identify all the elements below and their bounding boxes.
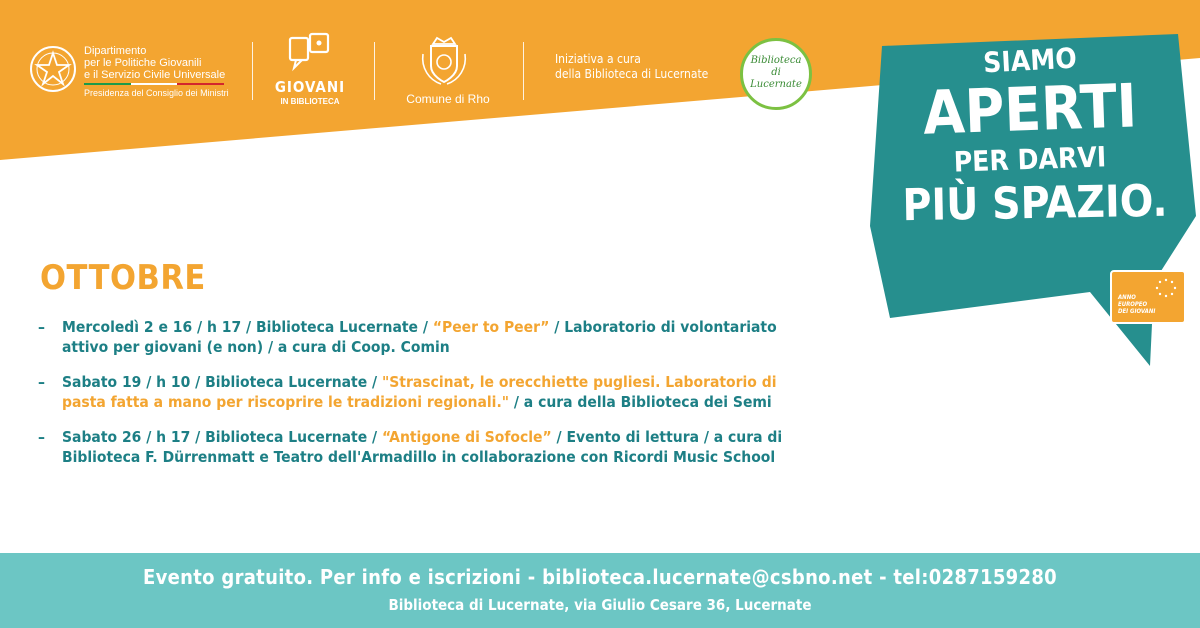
- events-list: [38, 317, 798, 482]
- tricolor-line: [84, 83, 224, 85]
- header-separator: [252, 42, 253, 100]
- event-organizer: / a cura della Biblioteca dei Semi: [509, 393, 772, 411]
- event-organizer: / Laboratorio di volontariato attivo per giovani (e non) / a cura di Coop. Comin: [62, 318, 777, 356]
- biblioteca-lucernate-badge: Biblioteca di Lucernate: [740, 38, 812, 110]
- event-item: [38, 372, 798, 412]
- event-dash: –: [38, 318, 45, 336]
- event-item: [38, 427, 798, 467]
- iniziativa-text: Iniziativa a cura della Biblioteca di Lucernate: [555, 52, 709, 81]
- event-details: Sabato 19 / h 10 / Biblioteca Lucernate /: [62, 373, 382, 391]
- event-item: [38, 317, 798, 357]
- event-title: “Peer to Peer”: [432, 318, 550, 336]
- comune-label: Comune di Rho: [406, 92, 490, 106]
- month-heading: OTTOBRE: [40, 258, 206, 298]
- event-details: Mercoledì 2 e 16 / h 17 / Biblioteca Lucernate /: [62, 318, 433, 336]
- comune-crest-icon: [419, 34, 469, 88]
- event-organizer: / Evento di lettura / a cura di Biblioteca F. Dürrenmatt e Teatro dell'Armadillo in collaborazione con Ricordi Music School: [62, 428, 783, 466]
- header-separator: [523, 42, 524, 100]
- giovani-logo-icon: [286, 30, 334, 72]
- department-name: Dipartimento per le Politiche Giovanili e il Servizio Civile Universale: [84, 45, 226, 81]
- footer: [0, 553, 1200, 628]
- presidency-label: Presidenza del Consiglio dei Ministri: [84, 88, 229, 98]
- giovani-logo-text: GIOVANI IN BIBLIOTECA: [274, 78, 346, 106]
- event-title: "Strascinat, le orecchiette pugliesi. Laboratorio di pasta fatta a mano per riscoprire le tradizioni regionali.": [62, 373, 777, 411]
- footer-address: Biblioteca di Lucernate, via Giulio Cesare 36, Lucernate: [388, 596, 812, 614]
- bubble-text: SIAMO APERTI PER DARVI PIÙ SPAZIO.: [902, 41, 1168, 232]
- header-separator: [374, 42, 375, 100]
- eu-stars-icon: [1152, 277, 1180, 299]
- event-dash: –: [38, 428, 45, 446]
- footer-contact: Evento gratuito. Per info e iscrizioni - biblioteca.lucernate@csbno.net - tel:0287159280: [143, 565, 1057, 589]
- event-details: Sabato 26 / h 17 / Biblioteca Lucernate /: [62, 428, 382, 446]
- republic-emblem-icon: [28, 44, 78, 94]
- event-dash: –: [38, 373, 45, 391]
- anno-europeo-badge: ANNO EUROPEO DEI GIOVANI: [1110, 270, 1186, 324]
- event-title: “Antigone di Sofocle”: [381, 428, 552, 446]
